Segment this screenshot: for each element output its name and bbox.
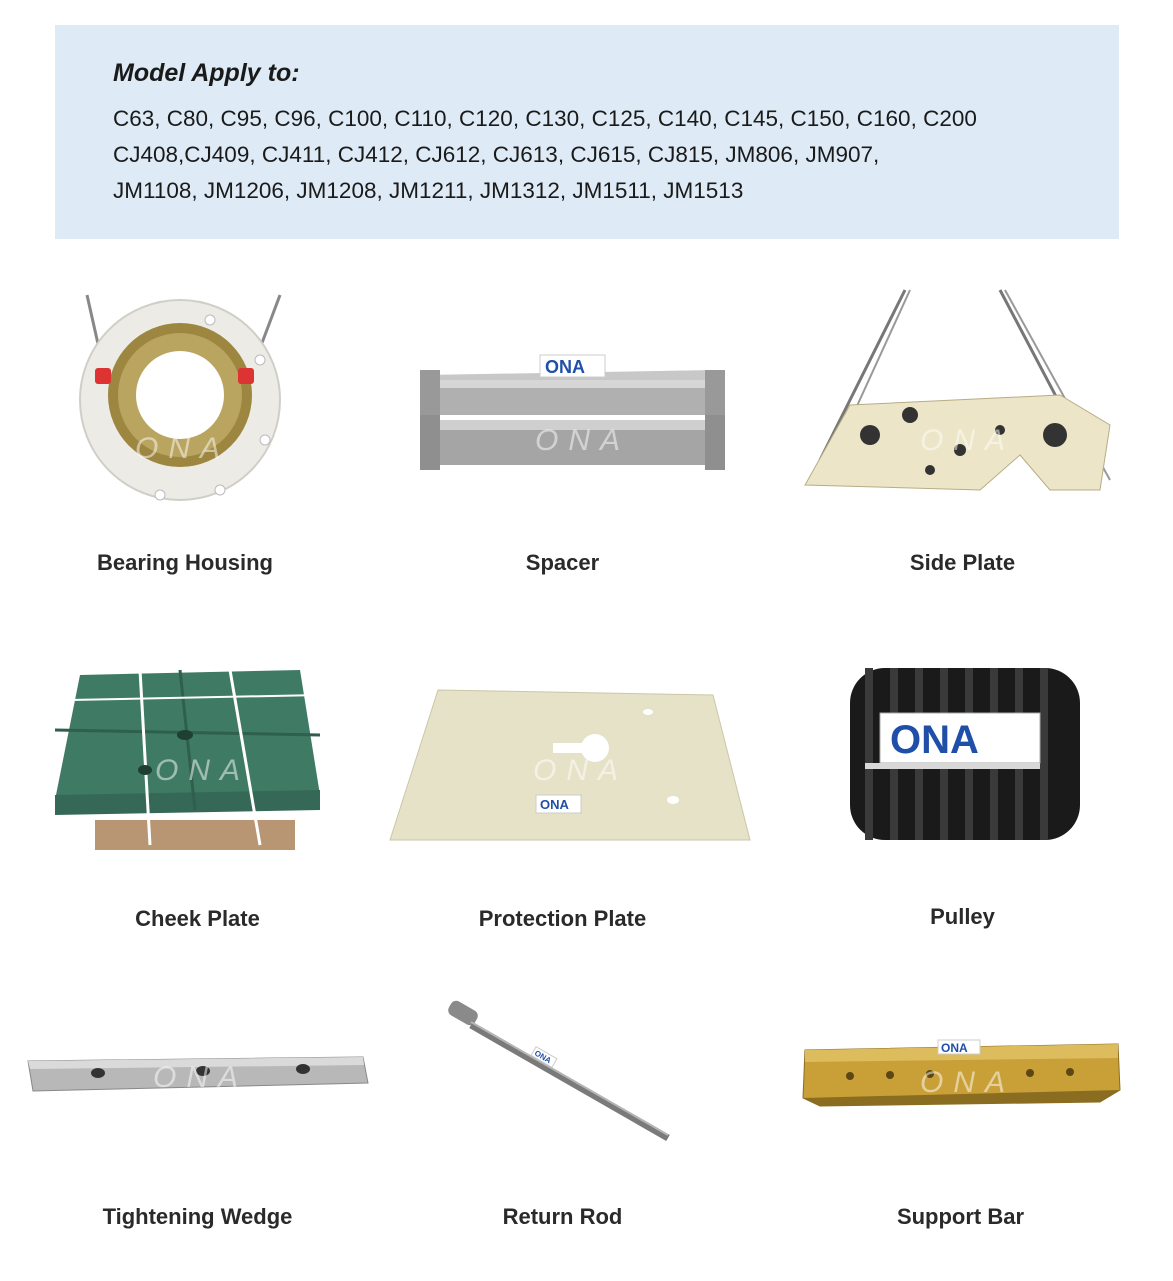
- pulley-image: [835, 668, 1095, 843]
- model-apply-panel: [55, 25, 1119, 239]
- svg-text:ONA: ONA: [920, 424, 1016, 457]
- product-tightening-wedge: [28, 1055, 368, 1095]
- label-support-bar: Support Bar: [896, 1204, 1025, 1229]
- model-apply-title: Model Apply to:: [113, 59, 300, 87]
- label-tightening-wedge: Tightening Wedge: [102, 1204, 293, 1229]
- svg-text:ONA: ONA: [532, 1048, 553, 1066]
- svg-text:ONA: ONA: [920, 1066, 1016, 1099]
- cheek-plate-image: [50, 665, 330, 860]
- svg-text:ONA: ONA: [535, 424, 631, 457]
- support-bar-image: [800, 1040, 1120, 1110]
- product-bearing-housing: [70, 290, 300, 510]
- label-side-plate: Side Plate: [909, 550, 1016, 575]
- label-spacer: Spacer: [525, 550, 600, 575]
- model-list: [113, 101, 977, 209]
- label-return-rod: Return Rod: [502, 1204, 623, 1229]
- svg-text:ONA: ONA: [135, 432, 231, 465]
- label-pulley: Pulley: [930, 904, 995, 929]
- product-spacer: [415, 350, 735, 480]
- svg-text:ONA: ONA: [153, 1061, 249, 1094]
- svg-text:ONA: ONA: [155, 754, 251, 787]
- svg-text:ONA: ONA: [890, 718, 979, 762]
- tightening-wedge-image: [28, 1055, 368, 1095]
- label-bearing-housing: Bearing Housing: [96, 550, 273, 575]
- svg-text:ONA: ONA: [533, 754, 629, 787]
- product-cheek-plate: [50, 665, 330, 860]
- product-return-rod: [446, 1000, 676, 1145]
- product-support-bar: [800, 1040, 1120, 1110]
- svg-text:ONA: ONA: [540, 797, 569, 812]
- label-cheek-plate: Cheek Plate: [135, 906, 260, 931]
- model-line-1: C63, C80, C95, C96, C100, C110, C120, C130, C125, C140, C145, C150, C160, C200: [113, 106, 977, 131]
- model-line-2: CJ408,CJ409, CJ411, CJ412, CJ612, CJ613, CJ615, CJ815, JM806, JM907,: [113, 142, 880, 167]
- spacer-image: [415, 350, 735, 480]
- product-side-plate: [800, 285, 1120, 500]
- protection-plate-image: [388, 690, 753, 845]
- model-line-3: JM1108, JM1206, JM1208, JM1211, JM1312, JM1511, JM1513: [113, 178, 744, 203]
- bearing-housing-image: [70, 290, 300, 510]
- side-plate-image: [800, 285, 1120, 500]
- return-rod-image: [446, 1000, 676, 1145]
- svg-text:ONA: ONA: [545, 357, 585, 377]
- label-protection-plate: Protection Plate: [478, 906, 647, 931]
- product-pulley: [835, 668, 1095, 843]
- product-protection-plate: [388, 690, 753, 845]
- svg-text:ONA: ONA: [941, 1041, 968, 1055]
